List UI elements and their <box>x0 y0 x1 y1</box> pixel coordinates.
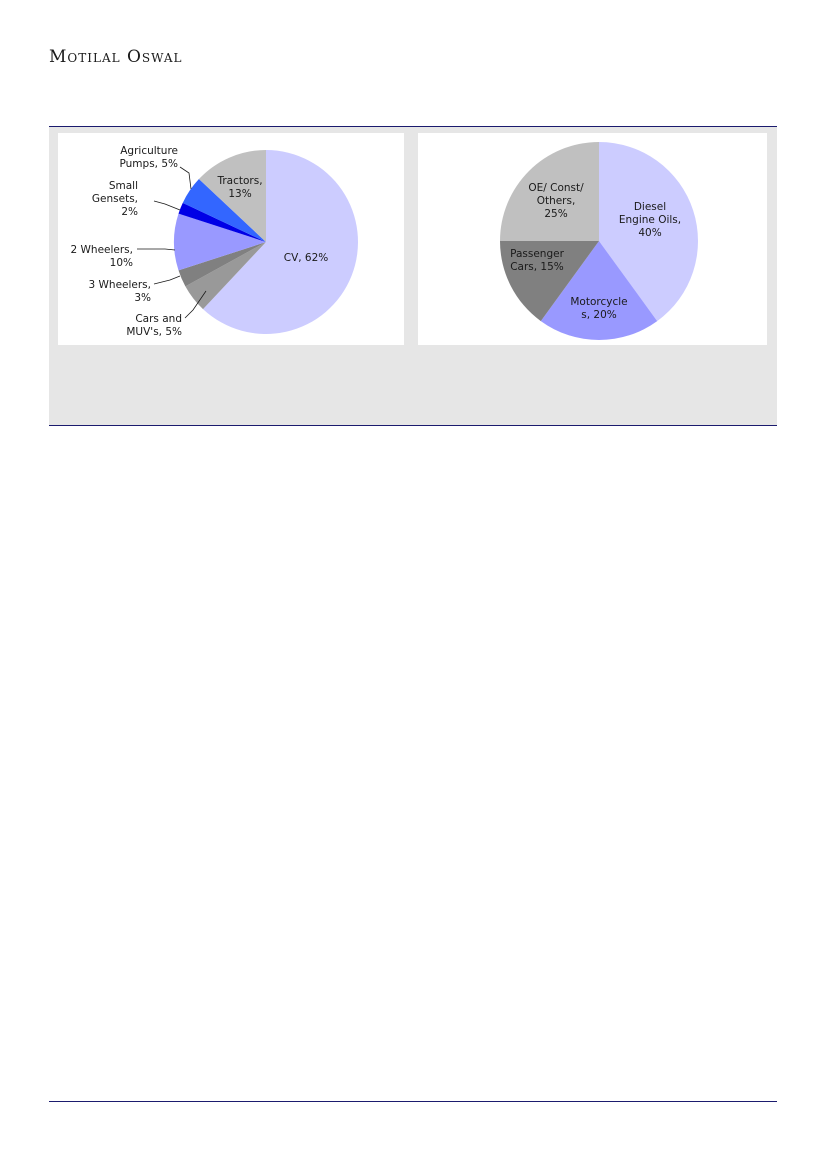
brand-logo: Motilal Oswal <box>49 47 183 67</box>
slice-label-line: CV, 62% <box>283 252 329 264</box>
slice-label-line: 10% <box>109 257 133 269</box>
slice-label-cars-and-muv-s <box>126 313 182 338</box>
slice-label-line: Tractors, <box>217 175 263 187</box>
slice-label-line: Passenger <box>510 248 564 260</box>
slice-label-line: 3 Wheelers, <box>88 279 151 291</box>
pie-chart-right <box>418 133 767 345</box>
lubricant-demand-by-segment-chart <box>418 133 767 345</box>
slice-label-line: 2 Wheelers, <box>70 244 133 256</box>
slice-label-line: Cars, 15% <box>510 261 564 273</box>
slice-label-line: Engine Oils, <box>618 214 682 226</box>
slice-label-line: OE/ Const/ <box>528 182 584 194</box>
slice-label-passenger-cars <box>510 248 564 273</box>
slice-label-line: Motorcycle <box>570 296 628 308</box>
slice-label-line: 3% <box>134 292 151 304</box>
slice-label-line: Others, <box>536 195 576 207</box>
leader-line-small-gensets <box>154 201 180 210</box>
slice-label-line: 13% <box>228 188 252 200</box>
slice-label-line: Diesel <box>633 201 667 213</box>
slice-label-agriculture-pumps <box>120 145 179 170</box>
leader-line-agriculture-pumps <box>180 167 191 189</box>
slice-label-line: Agriculture <box>120 145 178 157</box>
slice-label-line: 25% <box>544 208 568 220</box>
leader-line-3-wheelers <box>154 276 180 284</box>
pie-chart-left <box>58 133 404 345</box>
footer-rule <box>49 1101 777 1102</box>
slice-label-line: MUV's, 5% <box>126 326 182 338</box>
slice-label-small-gensets <box>92 180 138 218</box>
slice-label-line: s, 20% <box>581 309 617 321</box>
slice-label-line: 40% <box>638 227 662 239</box>
slice-label-2-wheelers <box>71 244 134 269</box>
slice-label-line: Small <box>108 180 138 192</box>
slice-label-cv <box>284 252 329 264</box>
leader-line-2-wheelers <box>137 249 175 250</box>
slice-label-line: Pumps, 5% <box>119 158 178 170</box>
slice-label-line: Gensets, <box>91 193 138 205</box>
slice-label-line: 2% <box>121 206 138 218</box>
lubricant-demand-by-vehicle-chart <box>58 133 404 345</box>
slice-label-3-wheelers <box>89 279 151 304</box>
slice-label-line: Cars and <box>135 313 182 325</box>
